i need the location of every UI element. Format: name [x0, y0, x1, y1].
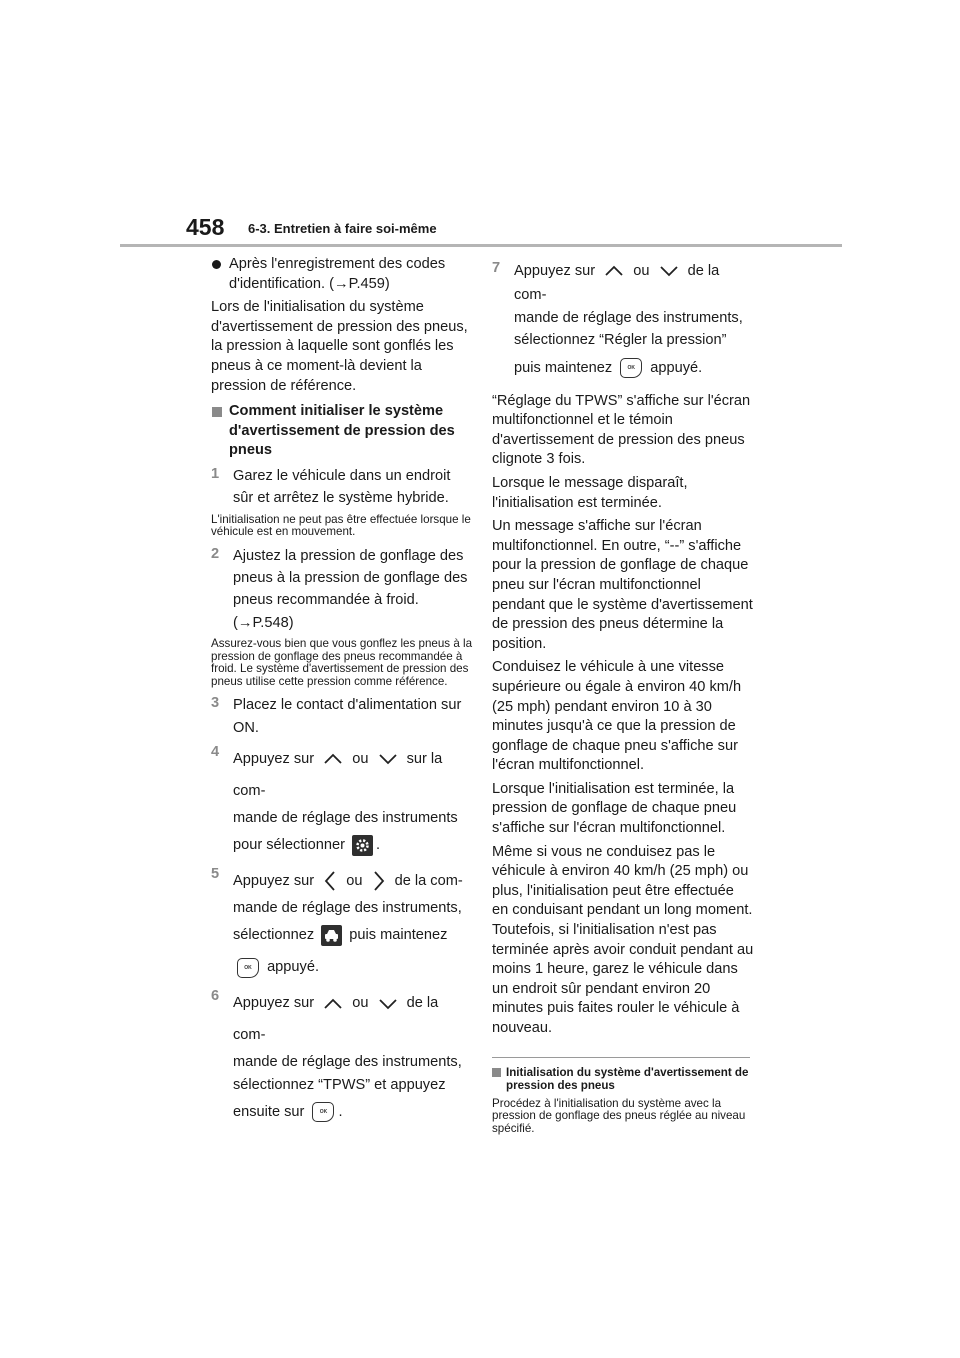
step-text: appuyé. [650, 359, 703, 376]
step-text: . [376, 837, 381, 854]
section-divider [492, 1057, 750, 1058]
paragraph-tpws-display: “Réglage du TPWS” s'affiche sur l'écran multifonctionnel et le témoin d'avertissement de pression des pneus clignote 3 fois. [492, 392, 751, 468]
step-text: ou [633, 263, 650, 279]
step-number: 5 [211, 866, 220, 883]
step-5 [211, 865, 473, 983]
step-text: ou [346, 873, 363, 890]
paragraph-drive-speed: Conduisez le véhicule à une vitesse supérieure ou égale à environ 40 km/h (25 mph) pendant environ 10 à 30 minutes jusqu'à ce que la pression de gonflage de chaque pneu s'affiche sur l'écran multifonctionnel. [492, 659, 742, 774]
step-line [233, 1096, 473, 1128]
step-line-link: (→P.548) [233, 614, 294, 631]
step-text: de la com- [514, 263, 720, 303]
step-line: pneus recommandée à froid. [233, 592, 419, 609]
ok-button-icon: OK [237, 958, 259, 978]
ok-button-icon: OK [312, 1102, 334, 1122]
step-line: Ajustez la pression de gonflage des [233, 547, 464, 564]
step-line: Garez le véhicule dans un endroit [233, 467, 451, 484]
paragraph-message-disappears: Lorsque le message disparaît, l'initialisation est terminée. [492, 474, 688, 511]
note-moving: L'initialisation ne peut pas être effectuée lorsque le véhicule est en mouvement. [211, 512, 471, 539]
chevron-up-icon [323, 998, 343, 1010]
step-text: Appuyez sur [233, 995, 315, 1012]
page-number: 458 [186, 214, 225, 240]
step-line [233, 743, 473, 807]
step-text: Appuyez sur [233, 750, 315, 767]
step-number: 6 [211, 988, 220, 1005]
step-line: sélectionnez “TPWS” et appuyez [233, 1076, 446, 1093]
step-line: Placez le contact d'alimentation sur [233, 697, 462, 714]
step-text: puis maintenez [514, 359, 613, 376]
step-1 [211, 465, 473, 510]
vehicle-settings-icon [321, 925, 342, 946]
step-line: sélectionnez “Régler la pression” [514, 332, 727, 349]
small-heading [492, 1066, 754, 1092]
sub-heading [211, 402, 473, 461]
chevron-down-icon [378, 998, 398, 1010]
step-line: sûr et arrêtez le système hybride. [233, 490, 449, 507]
step-line [233, 987, 473, 1051]
square-bullet-icon [492, 1068, 501, 1077]
sub-heading-text: Comment initialiser le système d'avertissement de pression des pneus [229, 403, 455, 459]
step-number: 4 [211, 743, 220, 760]
step-text: ensuite sur [233, 1104, 305, 1121]
gear-icon [352, 835, 373, 856]
paragraph-long-drive: Même si vous ne conduisez pas le véhicule à environ 40 km/h (25 mph) ou plus, l'initialisation peut être effectuée en conduisant pendant un long moment. Toutefois, si l'initialisation n'est pas terminée après avoir conduit pendant au moins 1 heure, garez le véhicule dans un endroit sûr pendant environ 20 minutes puis faites rouler le véhicule à nouveau. [492, 843, 754, 1036]
right-column [492, 259, 754, 1135]
square-bullet-icon [212, 407, 222, 417]
step-text: sur la com- [233, 750, 443, 799]
step-7 [492, 259, 754, 384]
step-text: de la com- [394, 873, 463, 890]
step-number: 7 [492, 260, 501, 276]
step-text: Appuyez sur [233, 873, 315, 890]
step-line [233, 865, 473, 897]
chevron-right-icon [372, 870, 386, 892]
ok-button-icon: OK [620, 358, 642, 378]
step-text: ou [352, 750, 369, 767]
step-4 [211, 743, 473, 861]
bullet-text: Après l'enregistrement des codes d'identification. (→P.459) [229, 256, 446, 292]
step-3 [211, 694, 473, 739]
step-line: mande de réglage des instruments, [514, 310, 743, 326]
paragraph-initialisation-done: Lorsque l'initialisation est terminée, la pression de gonflage de chaque pneu s'affiche sur l'écran multifonctionnel. [492, 780, 737, 837]
step-line [514, 352, 754, 384]
chevron-left-icon [323, 870, 337, 892]
step-text: . [338, 1104, 343, 1121]
step-6 [211, 987, 473, 1128]
note-pressure: Assurez-vous bien que vous gonflez les pneus à la pression de gonflage des pneus recommandée à froid. Le système d'avertissement de pression des pneus utilise cette pression comme référence. [211, 636, 473, 688]
step-number: 3 [211, 695, 220, 712]
step-line [233, 951, 473, 983]
step-text: sélectionnez [233, 927, 315, 944]
step-line [514, 259, 754, 307]
small-heading-text: Initialisation du système d'avertissement de pression des pneus [506, 1065, 749, 1092]
step-2 [211, 545, 473, 634]
step-line: pneus à la pression de gonflage des [233, 570, 468, 587]
paragraph-initialisation: Lors de l'initialisation du système d'avertissement de pression des pneus, la pression à laquelle sont gonflés les pneus à ce moment-là devient la pression de référence. [211, 299, 468, 394]
chevron-up-icon [604, 265, 624, 277]
step-text: puis maintenez [349, 927, 448, 944]
paragraph-position: Un message s'affiche sur l'écran multifonctionnel. En outre, “--” s'affiche pour la pression de gonflage de chaque pneu sur l'écran multifonctionnel pendant que le système d'avertissement de pression des pneus détermine la position. [492, 518, 753, 652]
step-line: mande de réglage des instruments, [233, 1054, 462, 1071]
chevron-down-icon [378, 753, 398, 765]
step-line [233, 829, 473, 861]
step-text: ou [352, 995, 369, 1012]
chevron-up-icon [323, 753, 343, 765]
small-text: Procédez à l'initialisation du système avec la pression de gonflage des pneus réglée au niveau spécifié. [492, 1096, 746, 1135]
step-number: 1 [211, 465, 220, 482]
step-text: de la com- [233, 995, 439, 1044]
step-text: pour sélectionner [233, 837, 345, 854]
step-line [233, 919, 473, 951]
bullet-dot-icon [212, 260, 221, 269]
chevron-down-icon [659, 265, 679, 277]
header-divider [120, 244, 842, 247]
bullet-item [211, 255, 473, 294]
step-line: ON. [233, 719, 259, 736]
step-text: appuyé. [267, 959, 319, 976]
step-number: 2 [211, 545, 220, 562]
step-line: mande de réglage des instruments, [233, 900, 462, 917]
step-text: Appuyez sur [514, 263, 596, 279]
left-column [211, 255, 473, 1132]
step-line: mande de réglage des instruments [233, 809, 458, 826]
section-title: 6-3. Entretien à faire soi-même [248, 221, 437, 236]
